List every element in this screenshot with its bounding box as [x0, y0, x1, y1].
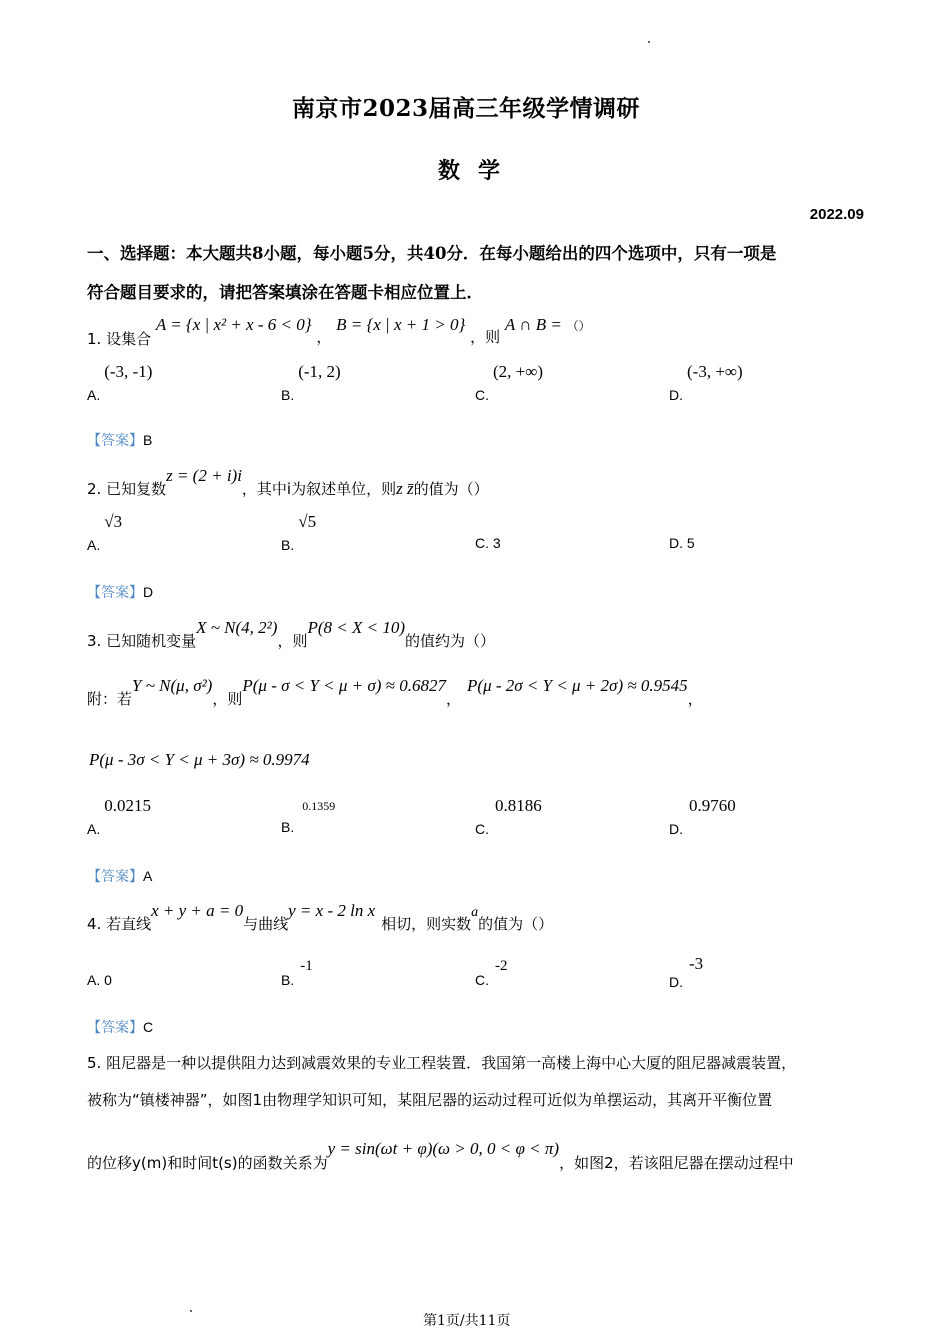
question-3: 3. 已知随机变量X ~ N(4, 2²)，则P(8 < X < 10)的值约为（） [87, 618, 496, 650]
q5-line3: 的位移y(m)和时间t(s)的函数关系为y = sin(ωt + φ)(ω > 0, 0 < φ < π)，如图2，若该阻尼器在摆动过程中 [87, 1139, 794, 1172]
question-4: 4. 若直线x + y + a = 0与曲线y = x - 2 ln x相切，则实数a的值为（） [87, 901, 554, 933]
q4-option-b[interactable]: B.-1 [281, 958, 313, 988]
section-instruction-line1: 一、选择题：本大题共8小题，每小题5分，共40分．在每小题给出的四个选项中，只有一项是 [87, 244, 777, 263]
q5-line2: 被称为“镇楼神器”，如图1由物理学知识可知，某阻尼器的运动过程可近似为单摆运动，其离开平衡位置 [87, 1091, 773, 1109]
q1-option-a[interactable]: A.(-3, -1) [87, 362, 153, 403]
q1-option-b[interactable]: B.(-1, 2) [281, 362, 341, 403]
q4-answer: 【答案】C [87, 1019, 154, 1036]
q4-expr: x + y + a = 0 [151, 901, 244, 920]
question-1 [87, 314, 591, 348]
subject-title: 数学 [438, 158, 519, 184]
q3-option-d[interactable]: D.0.9760 [669, 796, 736, 837]
q3-expr2: P(8 < X < 10) [307, 618, 405, 637]
q1-mid: ，则 [470, 328, 501, 346]
q4-var: a [471, 905, 479, 920]
q4-option-d[interactable]: D.-3 [669, 954, 704, 990]
q1-option-c[interactable]: C.(2, +∞) [475, 362, 544, 403]
mark-top [648, 41, 650, 43]
q2-expr: z = (2 + i)i [166, 466, 242, 485]
q3-note-expr1: Y ~ N(μ, σ²) [132, 676, 213, 695]
q1-sep: ， [316, 328, 332, 346]
q1-set-a: A = {x | x² + x - 6 < 0} [155, 315, 312, 334]
q5-expr: y = sin(ωt + φ)(ω > 0, 0 < φ < π) [327, 1139, 560, 1158]
q1-expr: A ∩ B = [504, 315, 562, 334]
mark-bottom [190, 1310, 192, 1312]
q1-paren: （） [566, 319, 591, 333]
page-number: 第1页/共11页 [423, 1313, 511, 1329]
section-instruction-line2: 符合题目要求的，请把答案填涂在答题卡相应位置上． [87, 283, 483, 302]
q3-note-expr3: P(μ - 2σ < Y < μ + 2σ) ≈ 0.9545 [467, 676, 688, 695]
q2-option-a[interactable]: A.√3 [87, 512, 123, 553]
page-title: 南京市2023届高三年级学情调研 [292, 95, 641, 122]
q4-option-c[interactable]: C.-2 [475, 958, 508, 988]
q4-option-a[interactable]: A. 0 [87, 972, 112, 988]
q3-option-a[interactable]: A.0.0215 [87, 796, 151, 837]
q3-note-line2 [89, 750, 310, 770]
q2-option-c[interactable]: C. 3 [475, 535, 501, 551]
q1-answer: 【答案】B [87, 432, 153, 449]
q3-note-expr2: P(μ - σ < Y < μ + σ) ≈ 0.6827 [242, 676, 447, 695]
q3-note-expr4: P(μ - 3σ < Y < μ + 3σ) ≈ 0.9974 [89, 750, 310, 769]
q3-option-c[interactable]: C.0.8186 [475, 796, 542, 837]
q3-note: 附：若Y ~ N(μ, σ²)，则P(μ - σ < Y < μ + σ) ≈ 0.6827，P(μ - 2σ < Y < μ + 2σ) ≈ 0.9545， [87, 676, 703, 708]
q1-prefix: 1. 设集合 [87, 330, 152, 348]
q2-option-b[interactable]: B.√5 [281, 512, 317, 553]
q2-option-d[interactable]: D. 5 [669, 535, 695, 551]
q1-set-b: B = {x | x + 1 > 0} [336, 315, 466, 334]
q3-option-b[interactable]: B.0.1359 [281, 799, 336, 835]
q2-expr2: z z̄ [396, 479, 414, 498]
exam-date: 2022.09 [809, 206, 864, 223]
q3-expr: X ~ N(4, 2²) [196, 618, 278, 637]
q5-line1: 5. 阻尼器是一种以提供阻力达到减震效果的专业工程装置．我国第一高楼上海中心大厦的阻尼器减震装置， [87, 1054, 797, 1072]
q4-expr2: y = x - 2 ln x [288, 901, 376, 920]
q2-answer: 【答案】D [87, 584, 154, 601]
q1-option-d[interactable]: D.(-3, +∞) [669, 362, 743, 403]
q3-answer: 【答案】A [87, 868, 153, 885]
question-2: 2. 已知复数z = (2 + i)i，其中i为叙述单位，则z z̄的值为（） [87, 466, 489, 498]
